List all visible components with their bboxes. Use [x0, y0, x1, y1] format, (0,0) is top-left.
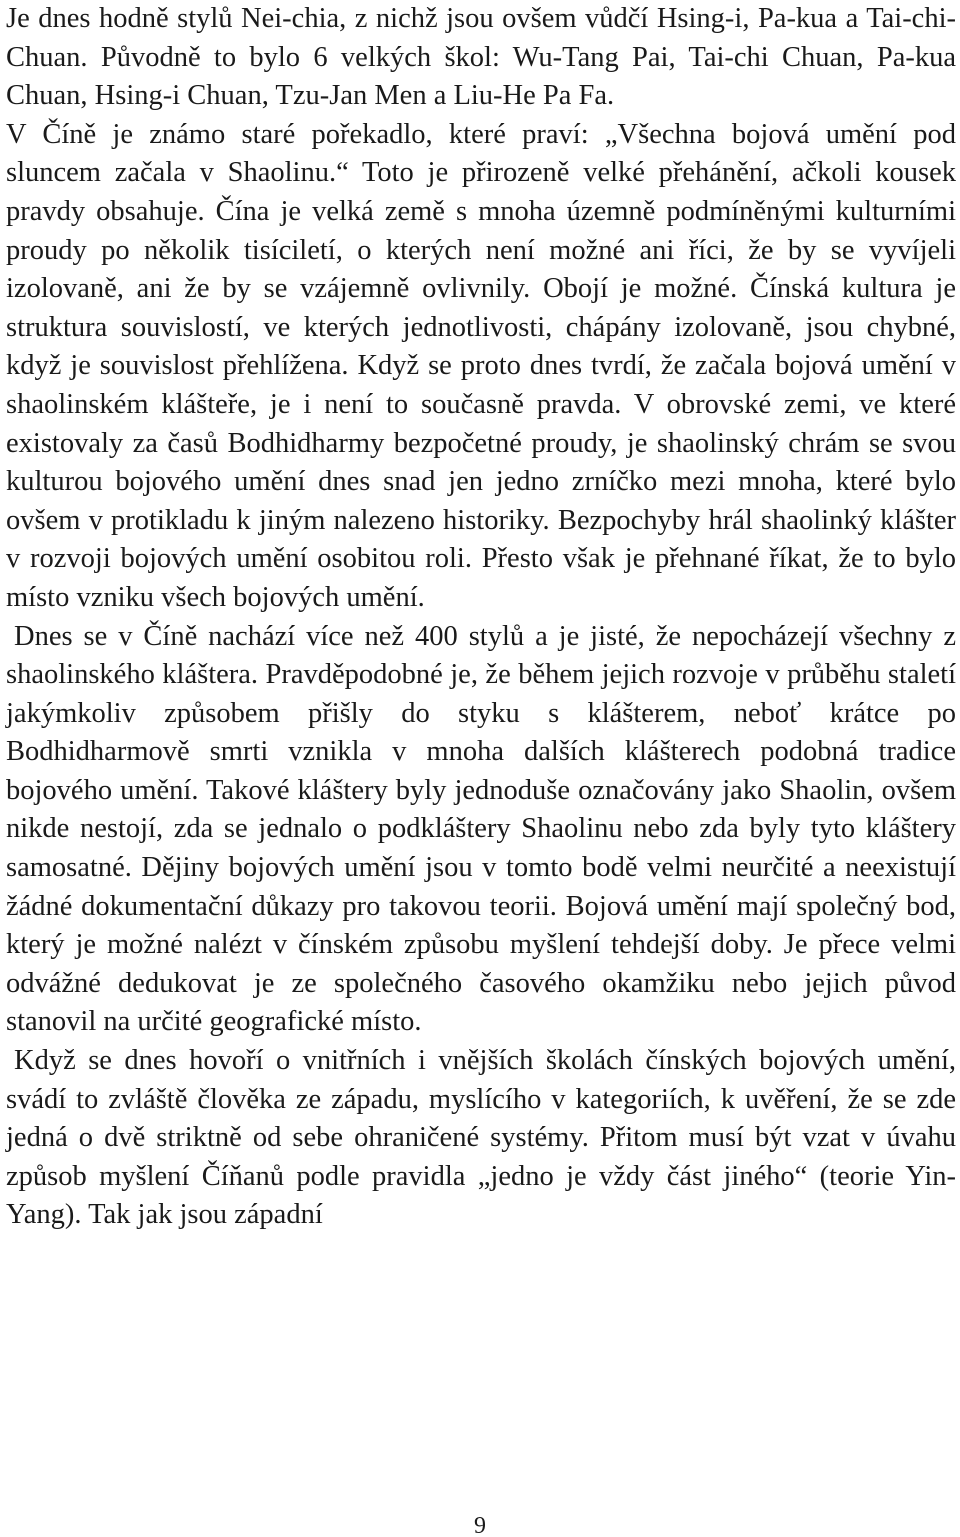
page-number: 9 — [474, 1513, 486, 1537]
paragraph-neichia-styles: Je dnes hodně stylů Nei-chia, z nichž jsou ovšem vůdčí Hsing-i, Pa-kua a Tai-chi-Chuan. Původně to bylo 6 velkých škol: Wu-Tang Pai, Tai-chi Chuan, Pa-kua Chuan, Hsing-i Chuan, Tzu-Jan Men a Liu-He Pa Fa. — [6, 3, 956, 112]
paragraph-400-styles: Dnes se v Číně nachází více než 400 stylů a je jisté, že nepocházejí všechny z shaolinského kláštera. Pravděpodobné je, že během jejich rozvoje v průběhu staletí jakýmkoliv způsobem přišly do styku s klášterem, neboť krátce po Bodhidharmově smrti vznikla v mnoha dalších klášterech podobná tradice bojového umění. Takové kláštery byly jednoduše označovány jako Shaolin, ovšem nikde nestojí, zda se jednalo o podkláštery Shaolinu nebo zda byly tyto kláštery samosatné. Dějiny bojových umění jsou v tomto bodě velmi neurčité a neexistují žádné dokumentační důkazy pro takovou teorii. Bojová umění mají společný bod, který je možné nalézt v čínském způsobu myšlení tehdejší doby. Je přece velmi odvážné dedukovat je ze společného časového okamžiku nebo jejich původ stanovil na určité geografické místo. — [6, 620, 956, 1038]
paragraph-inner-outer-schools: Když se dnes hovoří o vnitřních i vnějších školách čínských bojových umění, svádí to zvláště člověka ze západu, myslícího v kategoriích, k uvěření, že se zde jedná o dvě striktně od sebe ohraničené systémy. Přitom musí být vzat v úvahu způsob myšlení Číňanů podle pravidla „jedno je vždy část jiného“ (teorie Yin-Yang). Tak jak jsou západní — [6, 1045, 956, 1231]
body-text — [6, 0, 956, 1235]
paragraph-shaolin-saying: V Číně je známo staré pořekadlo, které praví: „Všechna bojová umění pod sluncem začala v Shaolinu.“ Toto je přirozeně velké přehánění, ačkoli kousek pravdy obsahuje. Čína je velká země s mnoha územně podmíněnými kulturními proudy po několik tisíciletí, o kterých není možné ani říci, že by se vyvíjeli izolovaně, ani že by se vzájemně ovlivnily. Obojí je možné. Čínská kultura je struktura souvislostí, ve kterých jednotlivosti, chápány izolovaně, jsou chybné, když je souvislost přehlížena. Když se proto dnes tvrdí, že začala bojová umění v shaolinském klášteře, je i není to současně pravda. V obrovské zemi, ve které existovaly za časů Bodhidharmy bezpočetné proudy, je shaolinský chrám se svou kulturou bojového umění dnes snad jen jedno zrníčko mezi mnoha, které bylo ovšem v protikladu k jiným nalezeno historiky. Bezpochyby hrál shaolinký klášter v rozvoji bojových umění osobitou roli. Přesto však je přehnané říkat, že to bylo místo vzniku všech bojových umění. — [6, 118, 956, 613]
